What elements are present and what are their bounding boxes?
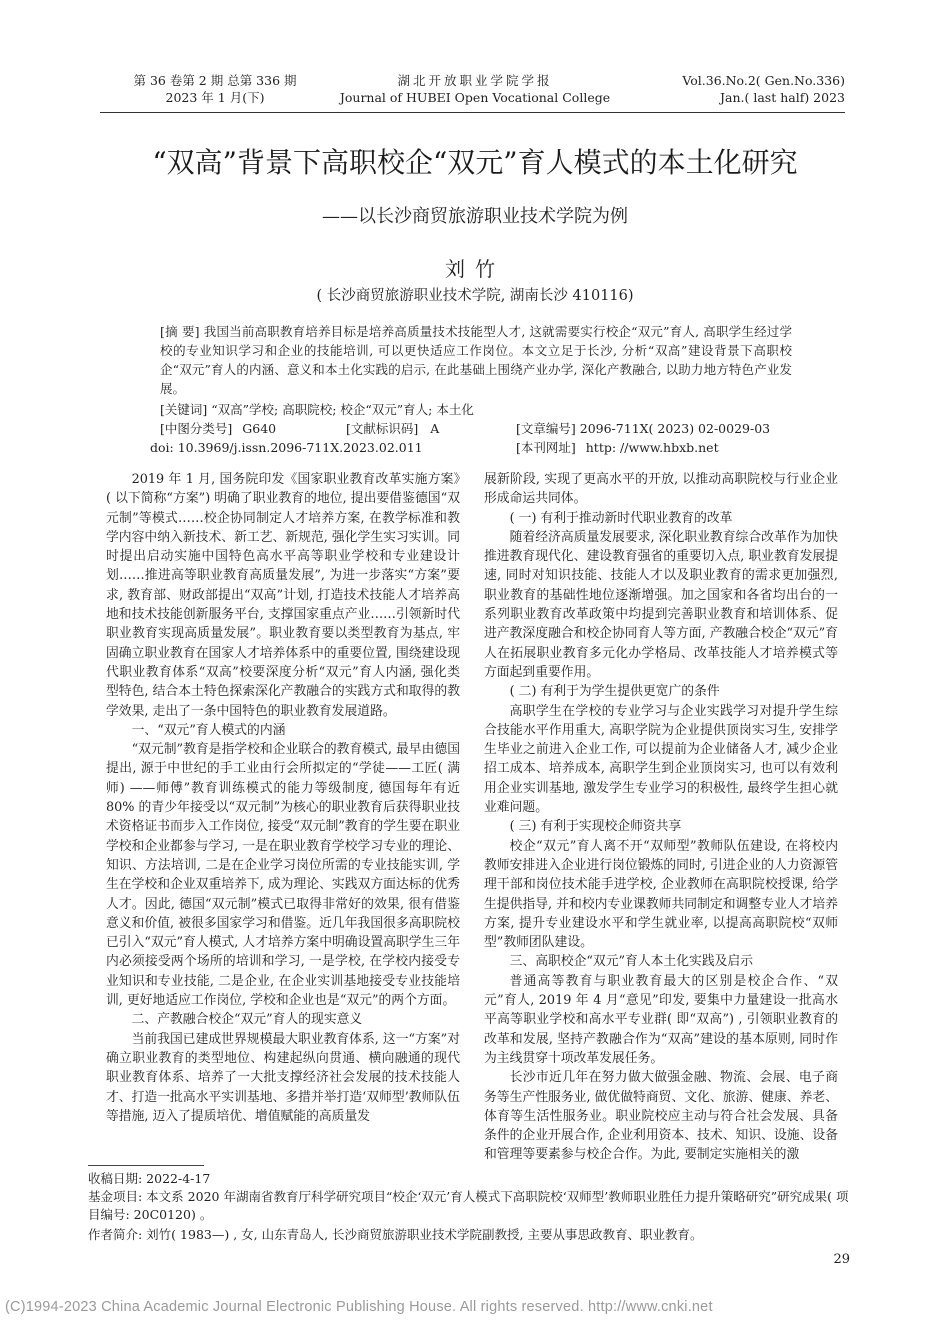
- body-right-column: [484, 470, 838, 1165]
- body-paragraph: “双元制”教育是指学校和企业联合的教育模式, 最早由德国提出, 源于中世纪的手工业由行会所拟定的“学徒——工匠( 满师) ——师傅”教育训练模式的能力等级制度, 德国每年有近 80% 的青少年接受以“双元制”为核心的职业教育后获得职业技术资格证书而步入工作岗位, 接受“双元制”教育的学生要在职业学校和企业都参与学习, 一是在职业教育学校学习专业的理论、知识、方法培训, 二是在企业学习岗位所需的专业技能实训, 学生在学校和企业双重培养下, 成为理论、实践双方面达标的优秀人才。因此, 德国“双元制”模式已取得非常好的效果, 很有借鉴意义和价值, 被很多国家学习和借鉴。近几年我国很多高职院校已引入“双元”育人模式, 人才培养方案中明确设置高职学生三年内必须接受两个场所的培训和学习, 一是学校, 在学校内接受专业知识和专业技能, 二是企业, 在企业实训基地接受专业技能培训, 更好地适应工作岗位, 学校和企业也是“双元”的两个方面。: [106, 742, 460, 1009]
- website-value: http: //www.hbxb.net: [585, 440, 719, 455]
- keywords-line: [160, 400, 474, 419]
- website-line: [516, 438, 719, 457]
- paper-title: “双高”背景下高职校企“双元”育人模式的本土化研究: [152, 146, 798, 179]
- section-heading: 二、产教融合校企“双元”育人的现实意义: [131, 1012, 363, 1028]
- subsection-heading: ( 二) 有利于为学生提供更宽广的条件: [509, 684, 720, 700]
- article-no-label: [文章编号]: [516, 421, 576, 436]
- copyright-watermark: (C)1994-2023 China Academic Journal Electronic Publishing House. All rights reserved. http://www.cnki.net: [5, 1299, 713, 1315]
- body-paragraph: 随着经济高质量发展要求, 深化职业教育综合改革作为加快推进教育现代化、建设教育强省的重要切入点, 职业教育发展提速, 同时对知识技能、技能人才以及职业教育的需求更加强烈, 职业教育的基础性地位逐渐增强。加之国家和各省均出台的一系列职业教育改革政策中均提到完善职业教育和培训体系、促进产教深度融合和校企协同育人等方面, 产教融合校企“双元”育人在拓展职业教育多元化办学格局、改革技能人才培养模式等方面起到重要作用。: [484, 529, 838, 680]
- body-paragraph: 当前我国已建成世界规模最大职业教育体系, 这一“方案”对确立职业教育的类型地位、构建起纵向贯通、横向融通的现代职业教育体系、培养了一大批支撑经济社会发展的技术技能人才、打造一批高水平实训基地、多措并举打造‘双师型’教师队伍等措施, 迈入了提质培优、增值赋能的高质量发: [106, 1031, 460, 1124]
- body-paragraph: 长沙市近几年在努力做大做强金融、物流、会展、电子商务等生产性服务业, 做优做特商贸、文化、旅游、健康、养老、体育等生活性服务业。职业院校应主动与符合社会发展、具备条件的企业开展合作, 企业利用资本、技术、知识、设施、设备和管理等要素参与校企合作。为此, 要制定实施相关的激: [484, 1070, 838, 1163]
- body-paragraph: 校企“双元”育人离不开“双师型”教师队伍建设, 在将校内教师安排进入企业进行岗位锻炼的同时, 引进企业的人力资源管理干部和岗位技术能手进学校, 企业教师在高职院校授课, 给学生提供指导, 并和校内专业课教师共同制定和调整专业人才培养方案, 提升专业建设水平和学生就业率, 以提高高职院校“双师型”教师团队建设。: [484, 838, 838, 951]
- doi-line: doi: 10.3969/j.issn.2096-711X.2023.02.011: [150, 440, 423, 455]
- doccode-line: [346, 419, 439, 438]
- footnote-fund: 基金项目: 本文系 2020 年湖南省教育厅科学研究项目“校企‘双元’育人模式下高职院校‘双师型’教师职业胜任力提升策略研究”研究成果( 项目编号: 20C0120) 。: [88, 1189, 849, 1222]
- footnote-received: 收稿日期: 2022-4-17: [88, 1171, 211, 1186]
- header-issue: [100, 72, 330, 106]
- header-divider: [100, 112, 845, 113]
- header-journal-en: Journal of HUBEI Open Vocational College: [339, 90, 611, 105]
- keywords: “双高”学校; 高职院校; 校企“双元”育人; 本土化: [211, 402, 474, 417]
- header-vol-en: Vol.36.No.2( Gen.No.336): [682, 73, 845, 88]
- body-paragraph: 高职学生在学校的专业学习与企业实践学习对提升学生综合技能水平作用重大, 高职学院为企业提供顶岗实习生, 安排学生毕业之前进入企业工作, 可以提前为企业储备人才, 减少企业招工成本、培养成本, 高职学生到企业顶岗实习, 也可以有效利用企业实训基地, 激发学生专业学习的积极性, 最终学生担心就业难问题。: [484, 703, 838, 816]
- keywords-label: [关键词]: [160, 402, 208, 417]
- subsection-heading: ( 三) 有利于实现校企师资共享: [509, 819, 682, 835]
- article-no-line: [516, 419, 770, 438]
- doccode-value: A: [430, 421, 440, 436]
- abstract-label: [摘 要]: [160, 324, 200, 339]
- body-paragraph: 展新阶段, 实现了更高水平的开放, 以推动高职院校与行业企业形成命运共同体。: [484, 472, 838, 507]
- footnote-author-bio: 作者简介: 刘竹( 1983—) , 女, 山东青岛人, 长沙商贸旅游职业技术学院副教授, 主要从事思政教育、职业教育。: [88, 1227, 703, 1242]
- header-date-en: Jan.( last half) 2023: [720, 90, 845, 105]
- header-journal: [330, 72, 620, 106]
- clc-value: G640: [242, 421, 277, 436]
- clc-line: [160, 419, 276, 438]
- article-no-value: 2096-711X( 2023) 02-0029-03: [579, 421, 771, 436]
- doccode-label: [文献标识码]: [346, 421, 419, 436]
- paper-subtitle: ——以长沙商贸旅游职业技术学院为例: [322, 206, 628, 227]
- website-label: [本刊网址]: [516, 440, 576, 455]
- abstract: [160, 322, 792, 398]
- subsection-heading: ( 一) 有利于推动新时代职业教育的改革: [509, 510, 733, 526]
- section-heading: 一、“双元”育人模式的内涵: [131, 722, 286, 738]
- footnote-divider: [88, 1165, 204, 1166]
- header-volume: [640, 72, 845, 106]
- abstract-text: 我国当前高职教育培养目标是培养高质量技术技能型人才, 这就需要实行校企“双元”育人, 高职学生经过学校的专业知识学习和企业的技能培训, 可以更快适应工作岗位。本文立足于长沙, 分析“双高”建设背景下高职校企“双元”育人的内涵、意义和本土化实践的启示, 在此基础上围绕产业办学, 深化产教融合, 以助力地方特色产业发展。: [160, 324, 792, 396]
- body-paragraph: 2019 年 1 月, 国务院印发《国家职业教育改革实施方案》( 以下简称“方案”) 明确了职业教育的地位, 提出要借鉴德国“双元制”等模式……校企协同制定人才培养方案, 在教学标准和教学内容中纳入新技术、新工艺、新规范, 强化学生实习实训。同时提出启动实施中国特色高水平高等职业学校和专业建设计划……推进高等职业教育高质量发展”, 为进一步落实“方案”要求, 教育部、财政部提出“双高”计划, 打造技术技能人才培养高地和技术技能创新服务平台, 支撑国家重点产业……引领新时代职业教育实现高质量发展”。职业教育要以类型教育为基点, 牢固确立职业教育在国家人才培养体系中的重要位置, 围绕建设现代职业教育体系“双高”校要深度分析“双元”育人内涵, 强化类型特色, 结合本土特色探索深化产教融合的实践方式和取得的教学效果, 走出了一条中国特色的职业教育发展道路。: [106, 472, 460, 719]
- header-issue-line2: 2023 年 1 月(下): [165, 90, 265, 105]
- author-name: 刘竹: [445, 257, 505, 281]
- header-journal-cn: 湖北开放职业学院学报: [397, 73, 553, 88]
- body-left-column: [106, 470, 460, 1126]
- body-paragraph: 普通高等教育与职业教育最大的区别是校企合作、“双元”育人, 2019 年 4 月“意见”印发, 要集中力量建设一批高水平高等职业学校和高水平专业群( 即“双高”) , 引领职业教育的改革和发展, 坚持产教融合作为“双高”建设的基本原则, 同时作为主线贯穿十项改革发展任务。: [484, 973, 838, 1066]
- author-affiliation: ( 长沙商贸旅游职业技术学院, 湖南长沙 410116): [316, 288, 634, 304]
- header-issue-line1: 第 36 卷第 2 期 总第 336 期: [133, 73, 297, 88]
- clc-label: [中图分类号]: [160, 421, 233, 436]
- section-heading: 三、高职校企“双元”育人本土化实践及启示: [509, 954, 754, 970]
- page-number: 29: [833, 1252, 850, 1267]
